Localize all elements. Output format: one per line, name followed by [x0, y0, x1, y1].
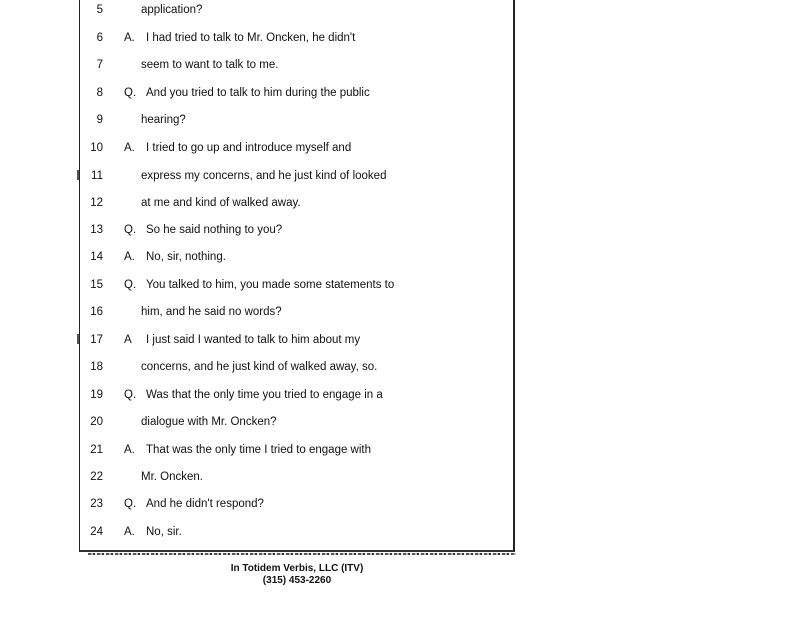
speaker-label: Q.	[124, 224, 137, 236]
line-number: 23	[90, 498, 103, 510]
footer-company: In Totidem Verbis, LLC (ITV)	[230, 563, 364, 574]
speaker-label: Q.	[124, 87, 137, 99]
line-number: 22	[90, 471, 103, 483]
speaker-label: A.	[124, 32, 135, 44]
testimony-text: dialogue with Mr. Oncken?	[141, 416, 277, 428]
line-number: 19	[90, 389, 103, 401]
testimony-text: No, sir.	[146, 526, 182, 538]
testimony-text: I just said I wanted to talk to him about my	[146, 334, 361, 346]
line-number: 21	[90, 444, 103, 456]
testimony-text: So he said nothing to you?	[146, 224, 283, 236]
line-number: 20	[90, 416, 103, 428]
testimony-text: him, and he said no words?	[141, 306, 282, 318]
speaker-label: A	[124, 334, 132, 346]
testimony-text: hearing?	[141, 114, 186, 126]
line-number: 18	[90, 361, 103, 373]
line-number: 12	[90, 197, 103, 209]
footer-phone: (315) 453-2260	[262, 575, 332, 586]
testimony-text: express my concerns, and he just kind of looked	[141, 170, 387, 182]
speaker-label: Q.	[124, 498, 137, 510]
line-number: 15	[90, 279, 103, 291]
testimony-text: And he didn't respond?	[146, 498, 264, 510]
line-number: 11	[91, 170, 103, 182]
speaker-label: Q.	[124, 279, 137, 291]
line-number: 10	[90, 142, 103, 154]
speaker-label: A.	[124, 251, 135, 263]
testimony-text: at me and kind of walked away.	[141, 197, 301, 209]
speaker-label: A.	[124, 526, 135, 538]
testimony-text: application?	[141, 4, 203, 16]
speaker-label: A.	[124, 444, 135, 456]
line-number: 17	[90, 334, 103, 346]
line-number: 16	[90, 306, 103, 318]
testimony-text: I tried to go up and introduce myself and	[146, 142, 352, 154]
testimony-text: You talked to him, you made some statements to	[146, 279, 395, 291]
testimony-text: concerns, and he just kind of walked away, so.	[141, 361, 378, 373]
line-number: 5	[96, 4, 103, 16]
line-number: 14	[90, 251, 103, 263]
testimony-text: I had tried to talk to Mr. Oncken, he didn't	[146, 32, 356, 44]
transcript-page	[79, 0, 515, 552]
testimony-text: Mr. Oncken.	[141, 471, 203, 483]
line-number: 8	[96, 87, 103, 99]
testimony-text: seem to want to talk to me.	[141, 59, 279, 71]
testimony-text: And you tried to talk to him during the public	[146, 87, 370, 99]
speaker-label: Q.	[124, 389, 137, 401]
speaker-label: A.	[124, 142, 135, 154]
testimony-text: That was the only time I tried to engage with	[146, 444, 372, 456]
testimony-text: No, sir, nothing.	[146, 251, 226, 263]
line-number: 7	[96, 59, 103, 71]
testimony-text: Was that the only time you tried to engage in a	[146, 389, 383, 401]
line-number: 6	[96, 32, 103, 44]
line-number: 13	[90, 224, 103, 236]
line-number: 24	[90, 526, 103, 538]
line-number: 9	[96, 114, 103, 126]
